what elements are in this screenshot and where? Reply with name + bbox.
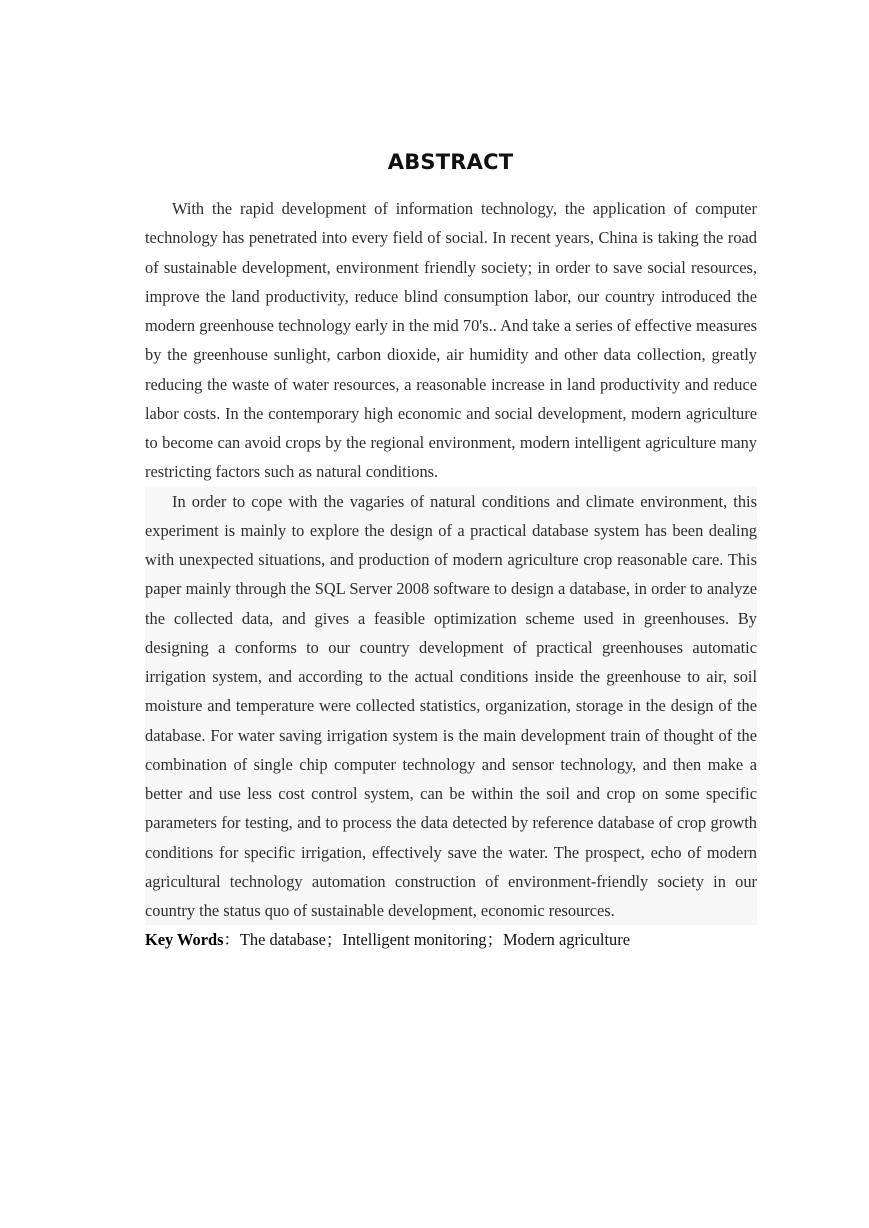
keywords-label-separator: ： — [223, 930, 240, 950]
keyword-item: The database — [239, 930, 326, 950]
abstract-paragraph-2: In order to cope with the vagaries of natural conditions and climate environment, this experiment is mainly to explore the design of a practical database system has been dealing with unexpected situations, and production of modern agriculture crop reasonable care. This paper mainly through the SQL Server 2008 software to design a database, in order to analyze the collected data, and gives a feasible optimization scheme used in greenhouses. By designing a conforms to our country development of practical greenhouses automatic irrigation system, and according to the actual conditions inside the greenhouse to air, soil moisture and temperature were collected statistics, organization, storage in the design of the database. For water saving irrigation system is the main development train of thought of the combination of single chip computer technology and sensor technology, and then make a better and use less cost control system, can be within the soil and crop on some specific parameters for testing, and to process the data detected by reference database of crop growth conditions for specific irrigation, effectively save the water. The prospect, echo of modern agricultural technology automation construction of environment-friendly society in our country the status quo of sustainable development, economic resources. — [145, 487, 757, 926]
abstract-body — [145, 194, 757, 955]
keywords-label: Key Words — [145, 930, 224, 950]
keyword-separator: ； — [325, 930, 343, 950]
keyword-item: Modern agriculture — [502, 930, 630, 950]
keywords-line — [145, 925, 757, 954]
keyword-separator: ； — [486, 930, 503, 950]
abstract-paragraph-1: With the rapid development of information technology, the application of computer technology has penetrated into every field of social. In recent years, China is taking the road of sustainable development, environment friendly society; in order to save social resources, improve the land productivity, reduce blind consumption labor, our country introduced the modern greenhouse technology early in the mid 70's.. And take a series of effective measures by the greenhouse sunlight, carbon dioxide, air humidity and other data collection, greatly reducing the waste of water resources, a reasonable increase in land productivity and reduce labor costs. In the contemporary high economic and social development, modern agriculture to become can avoid crops by the regional environment, modern intelligent agriculture many restricting factors such as natural conditions. — [145, 199, 757, 482]
abstract-title: ABSTRACT — [387, 150, 514, 174]
keyword-item: Intelligent monitoring — [342, 930, 487, 950]
